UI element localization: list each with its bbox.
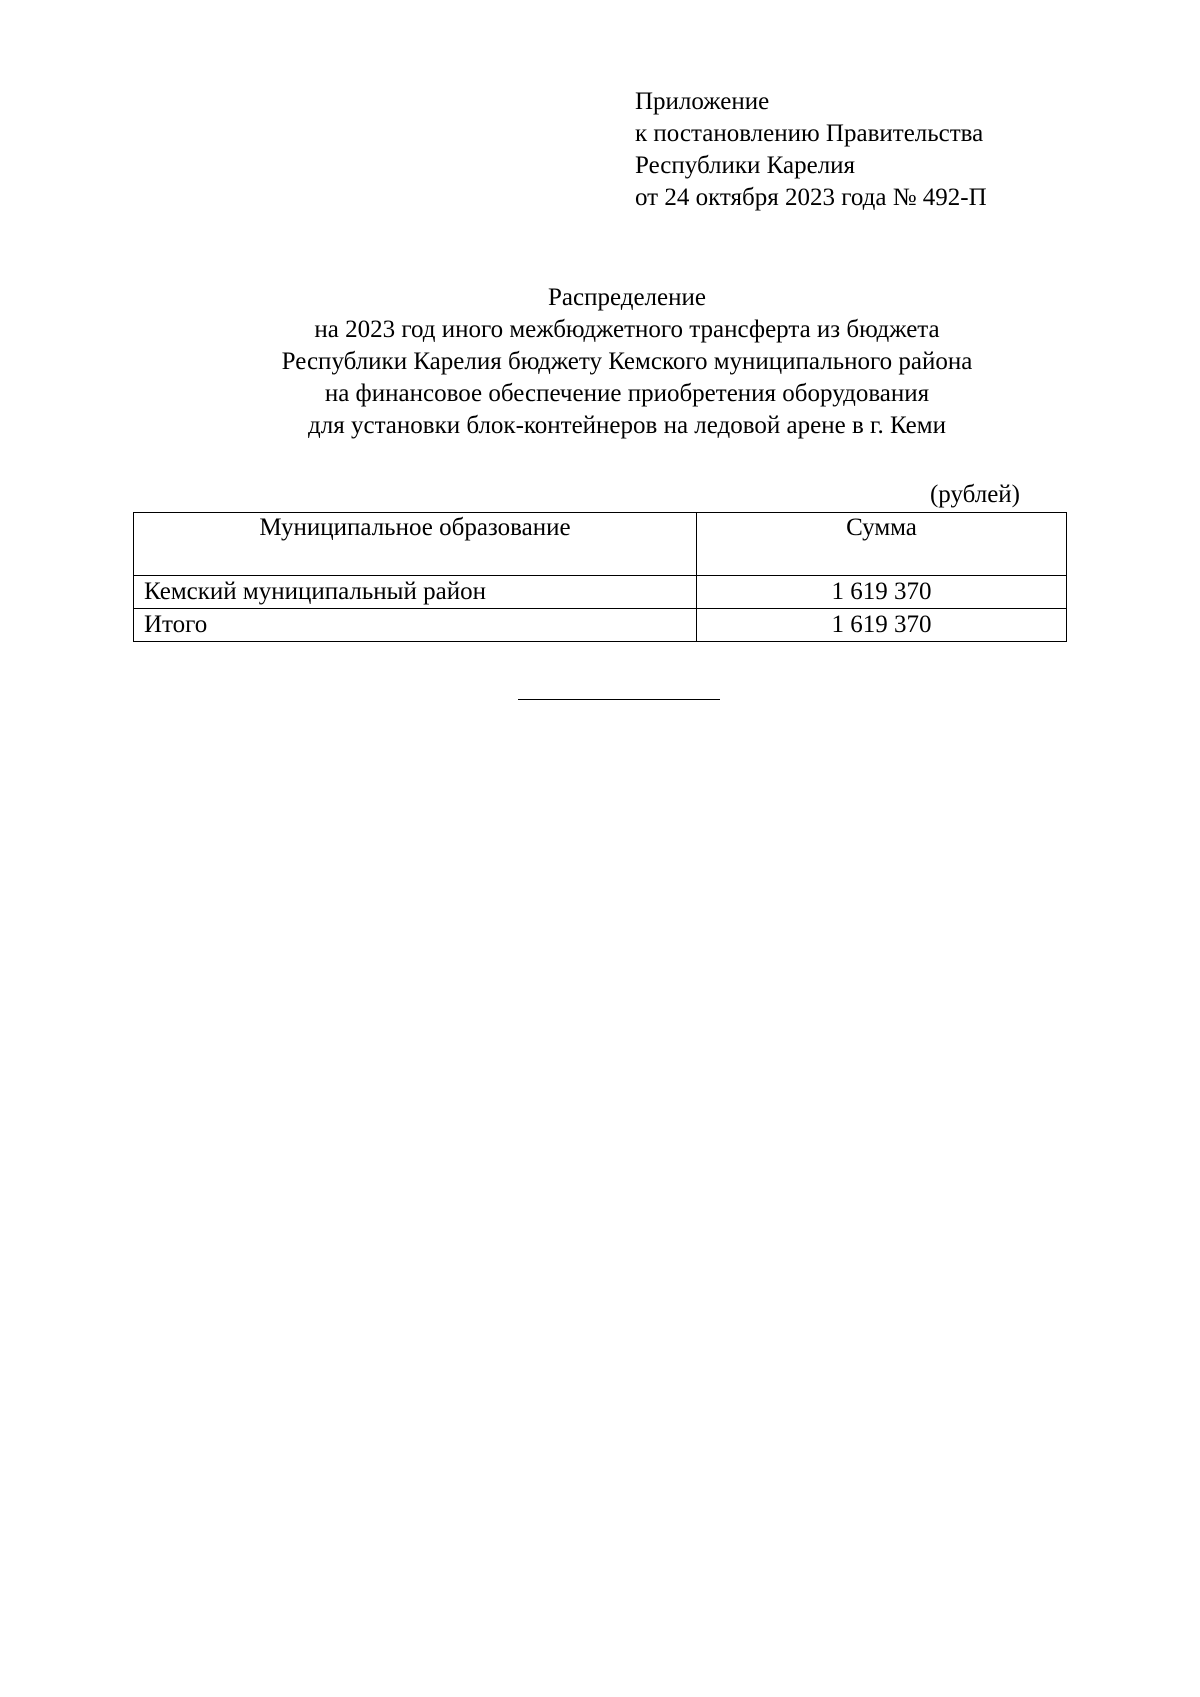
total-label-cell: Итого xyxy=(134,609,697,642)
appendix-line: от 24 октября 2023 года № 492-П xyxy=(635,184,987,211)
title-line: Распределение xyxy=(548,284,706,311)
end-divider xyxy=(518,699,720,700)
municipality-cell: Кемский муниципальный район xyxy=(134,576,697,609)
sum-cell: 1 619 370 xyxy=(697,576,1067,609)
unit-label: (рублей) xyxy=(929,481,1020,508)
document-title xyxy=(0,282,1200,442)
title-line: на 2023 год иного межбюджетного трансферта из бюджета xyxy=(314,316,940,343)
appendix-header xyxy=(635,86,987,214)
total-sum-cell: 1 619 370 xyxy=(697,609,1067,642)
appendix-line: Приложение xyxy=(635,88,770,115)
column-header-municipality: Муниципальное образование xyxy=(134,513,697,576)
table-header-row xyxy=(134,513,1067,576)
table-row xyxy=(134,576,1067,609)
table-row-total xyxy=(134,609,1067,642)
appendix-line: к постановлению Правительства xyxy=(635,120,984,147)
column-header-sum: Сумма xyxy=(697,513,1067,576)
title-line: для установки блок-контейнеров на ледовой арене в г. Кеми xyxy=(308,412,946,439)
appendix-line: Республики Карелия xyxy=(635,152,856,179)
title-line: на финансовое обеспечение приобретения оборудования xyxy=(324,380,930,407)
distribution-table xyxy=(133,512,1067,642)
title-line: Республики Карелия бюджету Кемского муниципального района xyxy=(281,348,973,375)
